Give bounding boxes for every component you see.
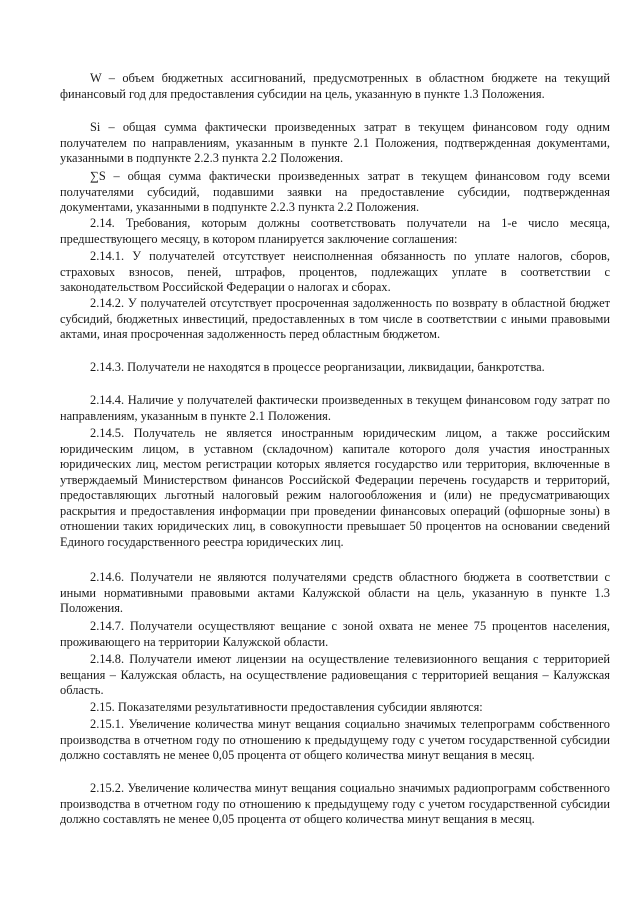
paragraph-2-14-4: 2.14.4. Наличие у получателей фактически произведенных в текущем финансовом году затрат по направлениям, указанным в пункте 2.1 Положения. (60, 393, 610, 423)
paragraph-2-14-1: 2.14.1. У получателей отсутствует неисполненная обязанность по уплате налогов, сборов, страховых взносов, пеней, штрафов, процентов, подлежащих уплате в соответствии с законодательством Российской Федерации о налогах и сборах. (60, 249, 610, 294)
paragraph-2-14-7: 2.14.7. Получатели осуществляют вещание с зоной охвата не менее 75 процентов населения, проживающего на территории Калужской области. (60, 619, 610, 649)
paragraph-2-15-1: 2.15.1. Увеличение количества минут вещания социально значимых телепрограмм собственного производства в отчетном году по отношению к предыдущему году с учетом государственной субсидии должно составлять не менее 0,05 процента от общего количества минут вещания в месяц. (60, 717, 610, 762)
paragraph-2-15-2: 2.15.2. Увеличение количества минут вещания социально значимых радиопрограмм собственного производства в отчетном году по отношению к предыдущему году с учетом государственной субсидии должно составлять не менее 0,05 процента от общего количества минут вещания в месяц. (60, 781, 610, 826)
paragraph-2-14-5: 2.14.5. Получатель не является иностранным юридическим лицом, а также российским юридическим лицом, в уставном (складочном) капитале которого доля участия иностранных юридических лиц, местом регистрации которых является государство или территория, включенные в утверждаемый Министерством финансов Российской Федерации перечень государств и территорий, предоставляющих льготный налоговый режим налогообложения и (или) не предусматривающих раскрытия и предоставления информации при проведении финансовых операций (офшорные зоны) в отношении таких юридических лиц, в совокупности превышает 50 процентов на основании сведений Единого государственного реестра юридических лиц. (60, 426, 610, 549)
paragraph-2-15: 2.15. Показателями результативности предоставления субсидии являются: (90, 700, 483, 714)
paragraph-2-14: 2.14. Требования, которым должны соответствовать получатели на 1-е число месяца, предшествующего месяцу, в котором планируется заключение соглашения: (60, 216, 610, 246)
paragraph-2-14-2: 2.14.2. У получателей отсутствует просроченная задолженность по возврату в областной бюджет субсидий, бюджетных инвестиций, предоставленных в том числе в соответствии с иными правовыми актами, иная просроченная задолженность перед областным бюджетом. (60, 296, 610, 341)
paragraph-sum-s-definition: ∑S – общая сумма фактически произведенных затрат в текущем финансовом году всеми получателями субсидий, подавшими заявки на предоставление субсидии, подтвержденная документами, указанными в подпункте 2.2.3 пункта 2.2 Положения. (60, 169, 610, 214)
paragraph-2-14-8: 2.14.8. Получатели имеют лицензии на осуществление телевизионного вещания с территорией вещания – Калужская область, на осуществление радиовещания с территорией вещания – Калужская область. (60, 652, 610, 697)
paragraph-si-definition: Si – общая сумма фактически произведенных затрат в текущем финансовом году одним получателем по направлениям, указанным в пункте 2.1 Положения, подтвержденная документами, указанными в подпункте 2.2.3 пункта 2.2 Положения. (60, 120, 610, 165)
paragraph-2-14-3: 2.14.3. Получатели не находятся в процессе реорганизации, ликвидации, банкротства. (90, 360, 545, 374)
paragraph-w-definition: W – объем бюджетных ассигнований, предусмотренных в областном бюджете на текущий финансовый год для предоставления субсидии на цель, указанную в пункте 1.3 Положения. (60, 71, 610, 101)
paragraph-2-14-6: 2.14.6. Получатели не являются получателями средств областного бюджета в соответствии с иными нормативными правовыми актами Калужской области на цель, указанную в пункте 1.3 Положения. (60, 570, 610, 615)
